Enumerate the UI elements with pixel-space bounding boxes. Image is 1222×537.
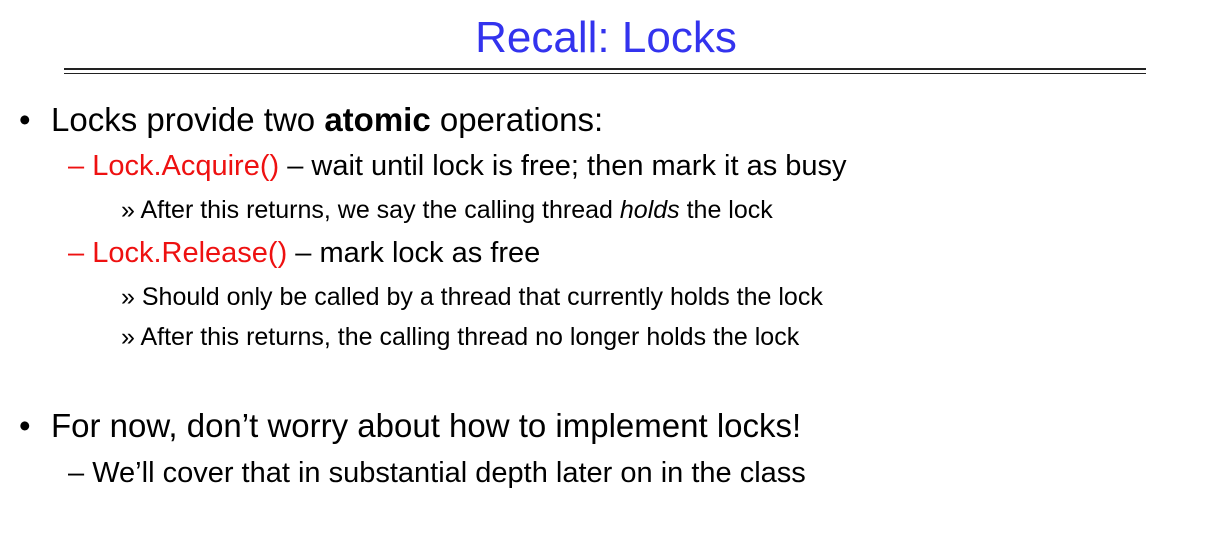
sub-bullet-text: We’ll cover that in substantial depth later on in the class — [92, 457, 806, 489]
method-name-release: Lock.Release() — [92, 237, 288, 269]
detail-called-by-holder — [121, 282, 823, 312]
bullet-marker: • — [19, 101, 31, 138]
bullet-marker: • — [19, 407, 31, 444]
sub-bullet-dash: – — [68, 457, 85, 489]
bullet-locks-atomic — [51, 101, 603, 139]
sub-bullet-lock-release — [68, 236, 540, 270]
bullet-bold-text: atomic — [324, 101, 431, 138]
bullet-text: operations: — [430, 101, 604, 138]
detail-text: the lock — [679, 196, 773, 224]
title-underline-thin — [64, 73, 1146, 74]
bullet-dont-worry: For now, don’t worry about how to implement locks! — [51, 407, 802, 444]
detail-holds-lock — [121, 195, 773, 225]
slide-title: Recall: Locks — [475, 13, 737, 62]
sub-bullet-lock-acquire — [68, 149, 847, 183]
sub-bullet-dash: – — [68, 150, 85, 182]
sub-bullet-dash: – — [68, 237, 85, 269]
detail-italic-text: holds — [619, 196, 680, 224]
detail-marker: » — [121, 323, 135, 351]
method-name-acquire: Lock.Acquire() — [92, 150, 280, 182]
detail-text: Should only be called by a thread that currently holds the lock — [141, 283, 823, 311]
title-underline-thick — [64, 68, 1146, 70]
detail-marker: » — [121, 283, 135, 311]
detail-marker: » — [121, 196, 135, 224]
detail-no-longer-holds — [121, 322, 799, 352]
method-description: – wait until lock is free; then mark it as busy — [279, 150, 847, 182]
detail-text: After this returns, we say the calling thread — [140, 196, 620, 224]
detail-text: After this returns, the calling thread no longer holds the lock — [140, 323, 800, 351]
sub-bullet-cover-later — [68, 456, 806, 490]
method-description: – mark lock as free — [287, 237, 541, 269]
bullet-text: Locks provide two — [51, 101, 325, 138]
